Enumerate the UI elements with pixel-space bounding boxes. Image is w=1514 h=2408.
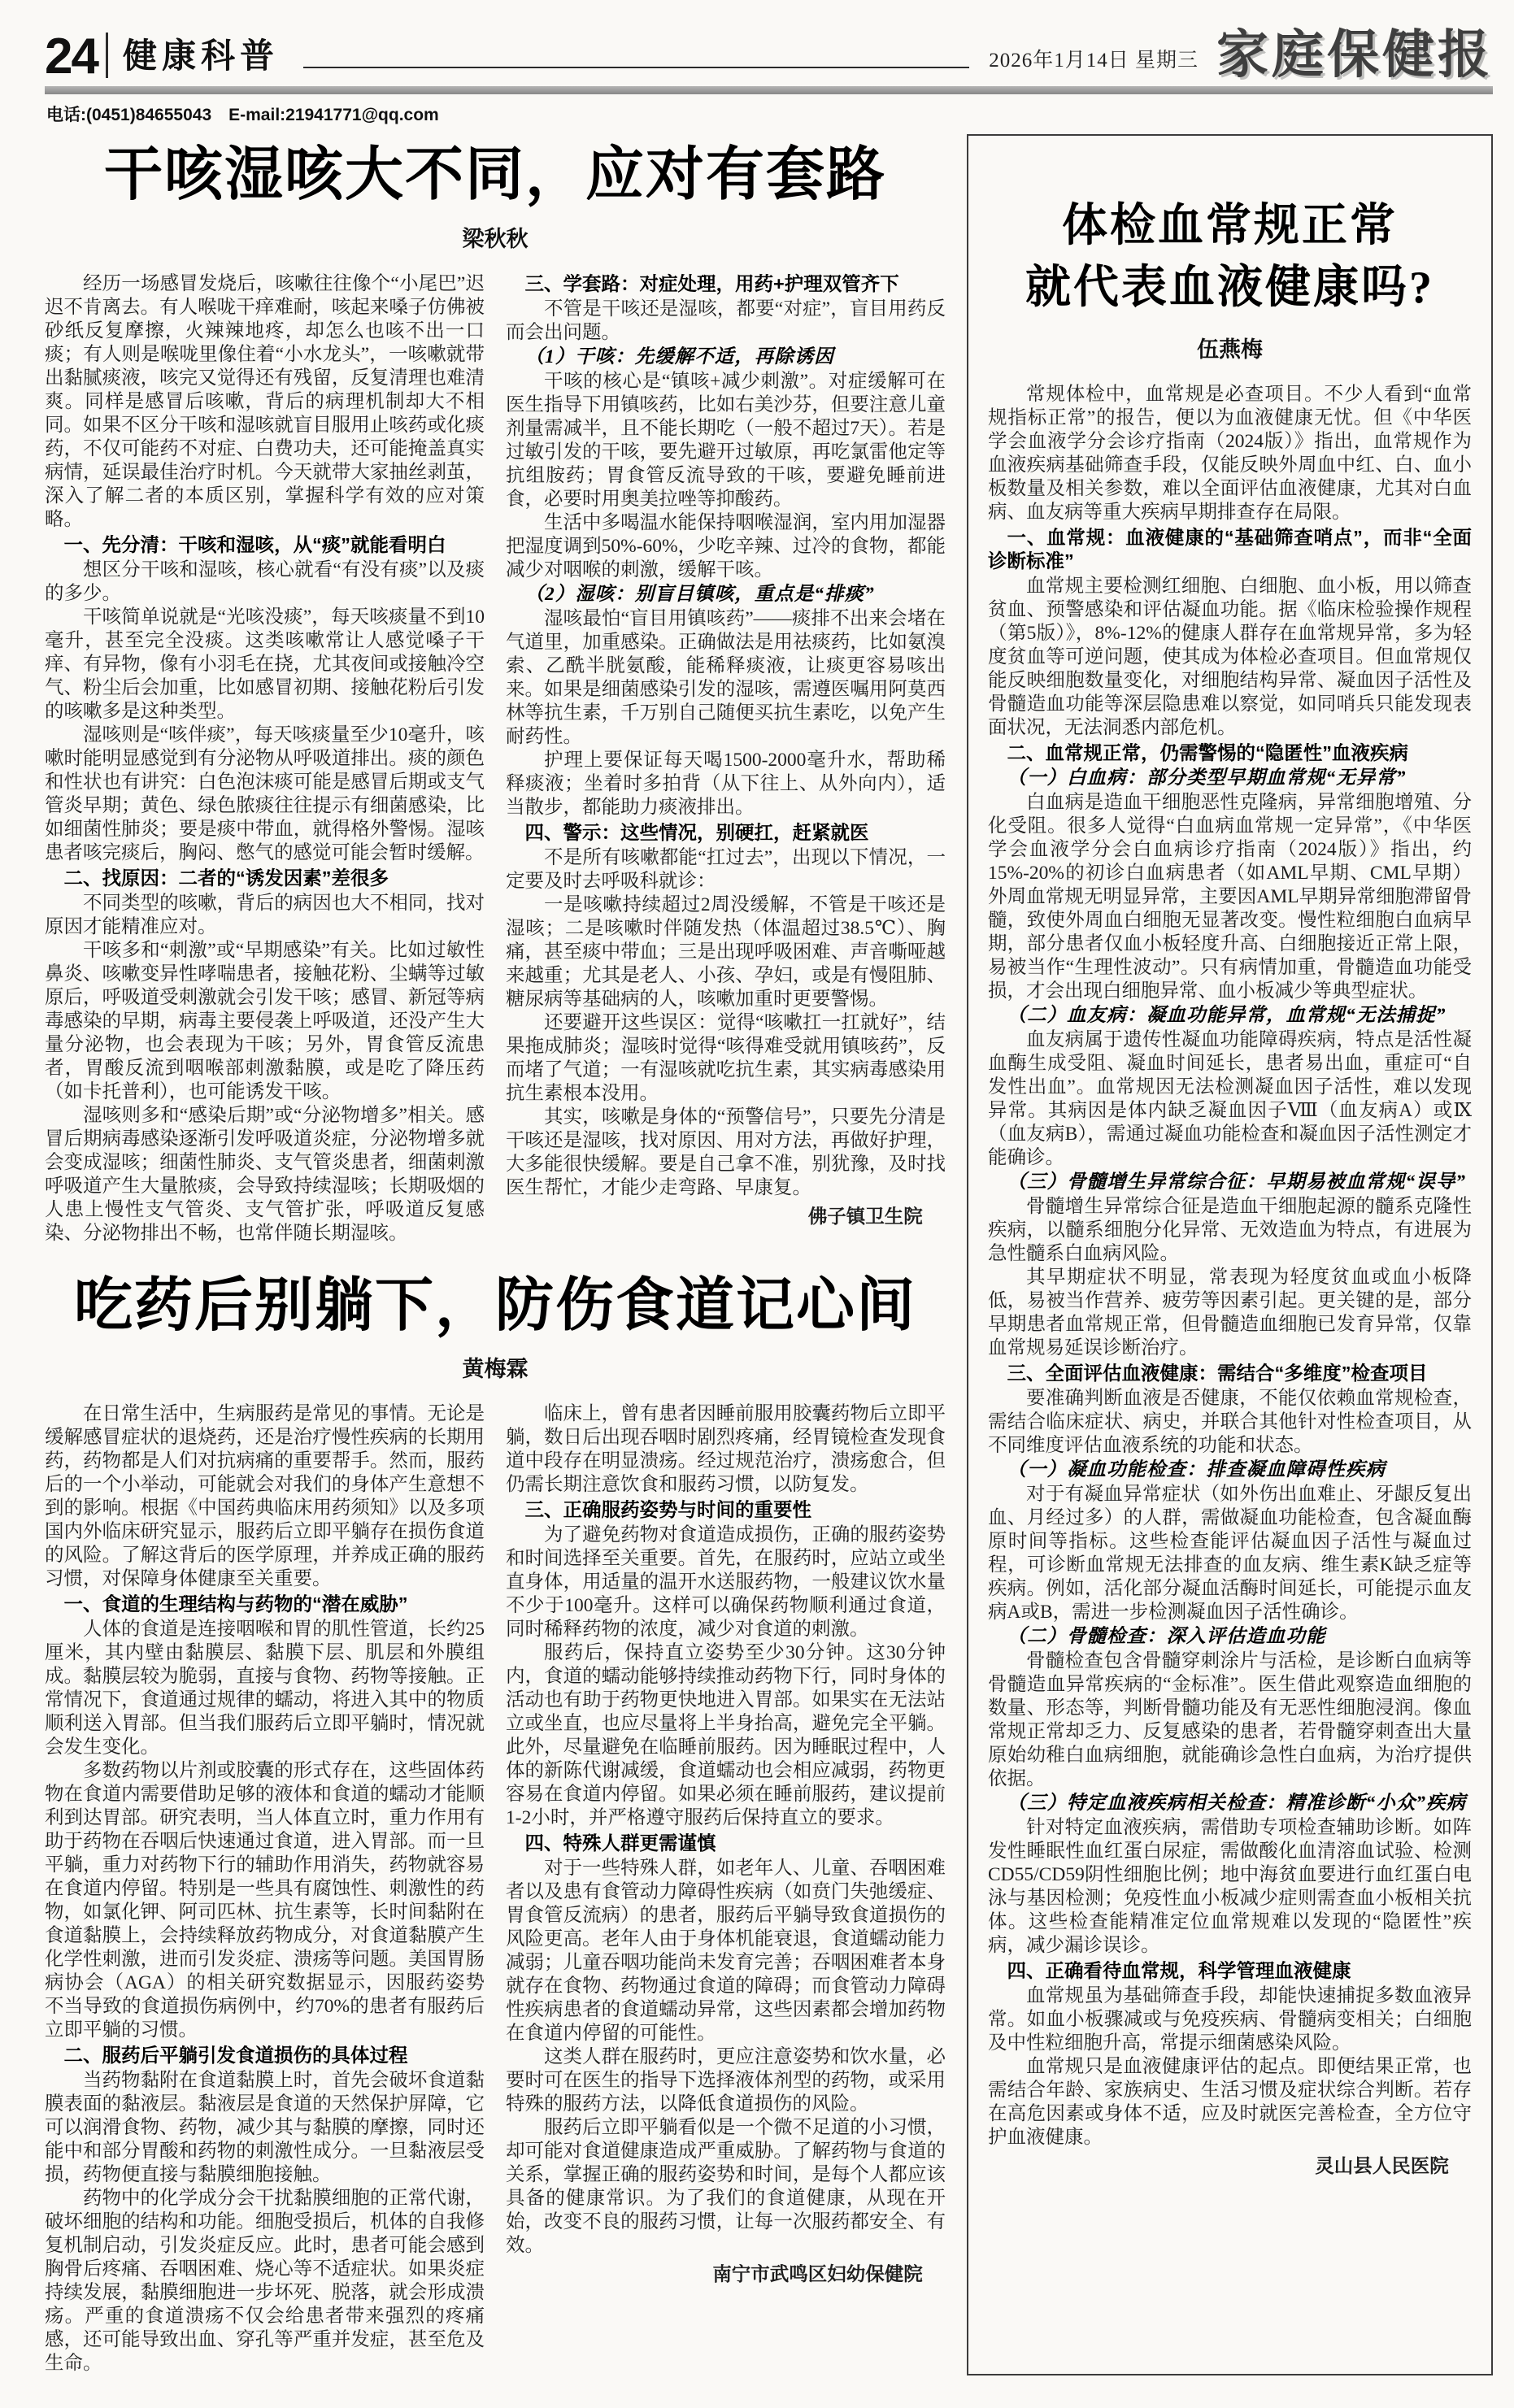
- paragraph: 药物中的化学成分会干扰黏膜细胞的正常代谢，破坏细胞的结构和功能。细胞受损后，机体的自我修复机制启动，引发炎症反应。此时，患者可能会感到胸骨后疼痛、吞咽困难、烧心等不适症状。如果炎症持续发展，黏膜细胞进一步坏死、脱落，就会形成溃疡。严重的食道溃疡不仅会给患者带来强烈的疼痛感，还可能导致出血、穿孔等严重并发症，甚至危及生命。: [45, 2188, 485, 2375]
- section-heading: 四、警示：这些情况，别硬扛，赶紧就医: [524, 821, 869, 843]
- sub-heading: （一）凝血功能检查：排查凝血障碍性疾病: [1007, 1459, 1386, 1481]
- article-body: [988, 383, 1472, 2178]
- article-signature: 灵山县人民医院: [1315, 2155, 1449, 2177]
- section-title: 健康科普: [122, 38, 279, 76]
- paragraph: 一是咳嗽持续超过2周没缓解，不管是干咳还是湿咳；二是咳嗽时伴随发热（体温超过38.5℃）、胸痛，甚至痰中带血；三是出现呼吸困难、声音嘶哑越来越重；尤其是老人、小孩、孕妇，或是有慢阻肺、糖尿病等基础病的人，咳嗽加重时更要警惕。: [506, 893, 946, 1010]
- masthead: 家庭保健报: [1216, 26, 1493, 84]
- divider-bar: [45, 86, 1493, 94]
- sub-heading: （1）干咳：先缓解不适，再除诱因: [524, 346, 834, 367]
- article-author: 伍燕梅: [1197, 337, 1263, 363]
- section-heading: 三、正确服药姿势与时间的重要性: [524, 1499, 811, 1521]
- article-author: 梁秋秋: [462, 226, 529, 251]
- section-heading: 二、血常规正常，仍需警惕的“隐匿性”血液疾病: [1007, 742, 1408, 764]
- section-heading: 三、全面评估血液健康：需结合“多维度”检查项目: [1007, 1363, 1428, 1384]
- paragraph: 白血病是造血干细胞恶性克隆病，异常细胞增殖、分化受阻。很多人觉得“白血病血常规一定异常”，《中华医学会血液学分会白血病诊疗指南（2024版）》指出，约15%-20%的初诊白血病患者（如AML早期、CML早期）外周血常规无明显异常，主要因AML早期异常细胞滞留骨髓，致使外周血白细胞无显著改变。慢性粒细胞白血病早期，部分患者仅血小板轻度升高、白细胞接近正常上限，易被当作“生理性波动”。只有病情加重，骨髓造血功能受损，才会出现白细胞异常、血小板减少等典型症状。: [988, 792, 1472, 1002]
- sub-heading: （三）骨髓增生异常综合征：早期易被血常规“误导”: [1007, 1171, 1466, 1193]
- paragraph: 骨髓检查包含骨髓穿刺涂片与活检，是诊断白血病等骨髓造血异常疾病的“金标准”。医生借此观察造血细胞的数量、形态等，判断骨髓功能及有无恶性细胞浸润。像血常规正常却乏力、反复感染的患者，若骨髓穿刺查出大量原始幼稚白血病细胞，就能确诊急性白血病，为治疗提供依据。: [988, 1650, 1472, 1790]
- paragraph: 干咳的核心是“镇咳+减少刺激”。对症缓解可在医生指导下用镇咳药，比如右美沙芬，但要注意儿童剂量需减半，且不能长期吃（一般不超过7天）。若是过敏引发的干咳，要先避开过敏原，再吃氯雷他定等抗组胺药；胃食管反流导致的干咳，要避免睡前进食，必要时用奥美拉唑等抑酸药。: [506, 370, 946, 510]
- paragraph: 其实，咳嗽是身体的“预警信号”，只要先分清是干咳还是湿咳，找对原因、用对方法，再做好护理，大多能很快缓解。要是自己拿不准，别犹豫，及时找医生帮忙，才能少走弯路、早康复。: [506, 1106, 946, 1198]
- paragraph: 湿咳则多和“感染后期”或“分泌物增多”相关。感冒后期病毒感染逐渐引发呼吸道炎症，分泌物增多就会变成湿咳；细菌性肺炎、支气管炎患者，细菌刺激呼吸道产生大量脓痰，会导致持续湿咳；长期吸烟的人患上慢性支气管炎、支气管扩张，呼吸道反复感染、分泌物排出不畅，也常伴随长期湿咳。: [45, 1104, 485, 1244]
- page-content: [45, 134, 1493, 2375]
- article-body: [45, 1402, 946, 2375]
- paragraph: 干咳多和“刺激”或“早期感染”有关。比如过敏性鼻炎、咳嗽变异性哮喘患者，接触花粉、尘螨等过敏原后，呼吸道受刺激就会引发干咳；感冒、新冠等病毒感染的早期，病毒主要侵袭上呼吸道，还没产生大量分泌物，也会表现为干咳；另外，胃食管反流患者，胃酸反流到咽喉部刺激黏膜，或是吃了降压药（如卡托普利），也可能诱发干咳。: [45, 939, 485, 1102]
- paragraph: 血常规主要检测红细胞、白细胞、血小板，用以筛查贫血、预警感染和评估凝血功能。据《临床检验操作规程（第5版）》，8%-12%的健康人群存在血常规异常，多为轻度贫血等可逆问题，使其成为体检必查项目。但血常规仅能反映细胞数量变化，对细胞结构异常、凝血因子活性及骨髓造血功能等深层隐患难以察觉，如同哨兵只能发现表面状况，无法洞悉内部危机。: [988, 576, 1472, 739]
- article-author: 黄梅霖: [462, 1357, 529, 1382]
- paragraph: 湿咳则是“咳伴痰”，每天咳痰量至少10毫升，咳嗽时能明显感觉到有分泌物从呼吸道排出。痰的颜色和性状也有讲究：白色泡沫痰可能是感冒后期或支气管炎早期；黄色、绿色脓痰往往提示有细菌感染，比如细菌性肺炎；要是痰中带血，就得格外警惕。湿咳患者咳完痰后，胸闷、憋气的感觉可能会暂时缓解。: [45, 724, 485, 863]
- section-heading: 一、食道的生理结构与药物的“潜在威胁”: [63, 1593, 408, 1615]
- paragraph: 湿咳最怕“盲目用镇咳药”——痰排不出来会堵在气道里，加重感染。正确做法是用祛痰药，比如氨溴索、乙酰半胱氨酸，能稀释痰液，让痰更容易咳出来。如果是细菌感染引发的湿咳，需遵医嘱用阿莫西林等抗生素，千万别自己随便买抗生素吃，以免产生耐药性。: [506, 607, 946, 747]
- paragraph: 护理上要保证每天喝1500-2000毫升水，帮助稀释痰液；坐着时多拍背（从下往上、从外向内），适当散步，都能助力痰液排出。: [506, 749, 946, 818]
- paragraph: 对于有凝血异常症状（如外伤出血难止、牙龈反复出血、月经过多）的人群，需做凝血功能检查，包含凝血酶原时间等指标。这些检查能评估凝血因子活性与凝血过程，可诊断血常规无法排查的血友病、维生素K缺乏症等疾病。例如，活化部分凝血活酶时间延长，可能提示血友病A或B，需进一步检测凝血因子活性确诊。: [988, 1484, 1472, 1623]
- paragraph: 常规体检中，血常规是必查项目。不少人看到“血常规指标正常”的报告，便以为血液健康无忧。但《中华医学会血液学分会诊疗指南（2024版）》指出，血常规作为血液疾病基础筛查手段，仅能反映外周血中红、白、血小板数量及相关参数，难以全面评估血液健康，尤其对白血病、血友病等重大疾病早期排查存在局限。: [988, 384, 1472, 524]
- paragraph: 在日常生活中，生病服药是常见的事情。无论是缓解感冒症状的退烧药，还是治疗慢性疾病的长期用药，药物都是人们对抗病痛的重要帮手。然而，服药后的一个小举动，可能就会对我们的身体产生意想不到的影响。根据《中国药典临床用药须知》以及多项国内外临床研究显示，服药后立即平躺存在损伤食道的风险。了解这背后的医学原理，并养成正确的服药习惯，对保障身体健康至关重要。: [45, 1403, 485, 1590]
- paragraph: 人体的食道是连接咽喉和胃的肌性管道，长约25厘米，其内壁由黏膜层、黏膜下层、肌层和外膜组成。黏膜层较为脆弱，直接与食物、药物等接触。正常情况下，食道通过规律的蠕动，将进入其中的物质顺利送入胃部。但当我们服药后立即平躺时，情况就会发生变化。: [45, 1619, 485, 1758]
- section-heading: 四、特殊人群更需谨慎: [524, 1832, 716, 1854]
- paragraph: 血常规虽为基础筛查手段，却能快速捕捉多数血液异常。如血小板骤减或与免疫疾病、骨髓病变相关；白细胞及中性粒细胞升高，常提示细菌感染风险。: [988, 1985, 1472, 2054]
- article-title-line1: 体检血常规正常: [1062, 201, 1398, 251]
- article-body: [45, 272, 946, 1245]
- paragraph: 服药后立即平躺看似是一个微不足道的小习惯，却可能对食道健康造成严重威胁。了解药物与食道的关系，掌握正确的服药姿势和时间，是每个人都应该具备的健康常识。为了我们的食道健康，从现在开始，改变不良的服药习惯，让每一次服药都安全、有效。: [506, 2117, 946, 2257]
- paragraph: 还要避开这些误区：觉得“咳嗽扛一扛就好”，结果拖成肺炎；湿咳时觉得“咳得难受就用镇咳药”，反而堵了气道；一有湿咳就吃抗生素，其实病毒感染用抗生素根本没用。: [506, 1011, 946, 1104]
- article-signature: 南宁市武鸣区妇幼保健院: [712, 2263, 923, 2285]
- paragraph: 其早期症状不明显，常表现为轻度贫血或血小板降低，易被当作营养、疲劳等因素引起。更关键的是，部分早期患者血常规正常，但骨髓造血细胞已发育异常，仅靠血常规易延误诊断治疗。: [988, 1267, 1472, 1359]
- contact-line: 电话:(0451)84655043 E-mail:21941771@qq.com: [46, 106, 439, 124]
- paragraph: 这类人群在服药时，更应注意姿势和饮水量，必要时可在医生的指导下选择液体剂型的药物，或采用特殊的服药方法，以降低食道损伤的风险。: [506, 2046, 946, 2115]
- header-divider: [106, 33, 108, 78]
- paragraph: 临床上，曾有患者因睡前服用胶囊药物后立即平躺，数日后出现吞咽时剧烈疼痛，经胃镜检查发现食道中段存在明显溃疡。经过规范治疗，溃疡愈合，但仍需长期注意饮食和服药习惯，以防复发。: [506, 1403, 946, 1496]
- header-rule: [303, 67, 969, 68]
- section-heading: 一、血常规：血液健康的“基础筛查哨点”，而非“全面诊断标准”: [988, 527, 1472, 572]
- paragraph: 为了避免药物对食道造成损伤，正确的服药姿势和时间选择至关重要。首先，在服药时，应站立或坐直身体，用适量的温开水送服药物，一般建议饮水量不少于100毫升。这样可以确保药物顺利通过食道，同时稀释药物的浓度，减少对食道的刺激。: [506, 1524, 946, 1641]
- section-heading: 四、正确看待血常规，科学管理血液健康: [1007, 1960, 1351, 1982]
- paragraph: 服药后，保持直立姿势至少30分钟。这30分钟内，食道的蠕动能够持续推动药物下行，同时身体的活动也有助于药物更快地进入胃部。如果实在无法站立或坐直，也应尽量将上半身抬高，避免完全平躺。此外，尽量避免在临睡前服药。因为睡眠过程中，人体的新陈代谢减缓，食道蠕动也会相应减弱，药物更容易在食道内停留。如果必须在睡前服药，建议提前1-2小时，并严格遵守服药后保持直立的要求。: [506, 1642, 946, 1829]
- paragraph: 干咳简单说就是“光咳没痰”，每天咳痰量不到10毫升，甚至完全没痰。这类咳嗽常让人感觉嗓子干痒、有异物，像有小羽毛在挠，尤其夜间或接触冷空气、粉尘后会加重，比如感冒初期、接触花粉后引发的咳嗽多是这种类型。: [45, 606, 485, 722]
- section-heading: 三、学套路：对症处理，用药+护理双管齐下: [524, 272, 899, 294]
- sub-heading: （二）血友病：凝血功能异常，血常规“无法捕捉”: [1007, 1005, 1447, 1027]
- paragraph: 当药物黏附在食道黏膜上时，首先会破坏食道黏膜表面的黏液层。黏液层是食道的天然保护屏障，它可以润滑食物、药物，减少其与黏膜的摩擦，同时还能中和部分胃酸和药物的刺激性成分。一旦黏液层受损，药物便直接与黏膜细胞接触。: [45, 2070, 485, 2186]
- section-heading: 二、服药后平躺引发食道损伤的具体过程: [63, 2045, 408, 2067]
- paragraph: 多数药物以片剂或胶囊的形式存在，这些固体药物在食道内需要借助足够的液体和食道的蠕动才能顺利到达胃部。研究表明，当人体直立时，重力作用有助于药物在吞咽后快速通过食道，进入胃部。而一旦平躺，重力对药物下行的辅助作用消失，药物就容易在食道内停留。特别是一些具有腐蚀性、刺激性的药物，如氯化钾、阿司匹林、抗生素等，长时间黏附在食道黏膜上，会持续释放药物成分，对食道黏膜产生化学性刺激，进而引发炎症、溃疡等问题。美国胃肠病协会（AGA）的相关研究数据显示，因服药姿势不当导致的食道损伤病例中，约70%的患者有服药后立即平躺的习惯。: [45, 1760, 485, 2041]
- article-signature: 佛子镇卫生院: [807, 1205, 923, 1227]
- left-column: [45, 134, 946, 2375]
- article-dry-wet-cough: [45, 142, 946, 1245]
- sub-heading: （2）湿咳：别盲目镇咳，重点是“排痰”: [524, 583, 875, 605]
- page-header: [45, 11, 1493, 85]
- sub-heading: （三）特定血液疾病相关检查：精准诊断“小众”疾病: [1007, 1793, 1466, 1815]
- paragraph: 骨髓增生异常综合征是造血干细胞起源的髓系克隆性疾病，以髓系细胞分化异常、无效造血为特点，有进展为急性髓系白血病风险。: [988, 1196, 1472, 1265]
- section-heading: 二、找原因：二者的“诱发因素”差很多: [63, 867, 389, 889]
- paragraph: 血友病属于遗传性凝血功能障碍疾病，特点是活性凝血酶生成受阻、凝血时间延长，患者易出血，重症可“自发性出血”。血常规因无法检测凝血因子活性，难以发现异常。其病因是体内缺乏凝血因子Ⅷ（血友病A）或Ⅸ（血友病B），需通过凝血功能检查和凝血因子活性测定才能确诊。: [988, 1029, 1472, 1169]
- paragraph: 不管是干咳还是湿咳，都要“对症”，盲目用药反而会出问题。: [506, 298, 946, 343]
- paragraph: 不是所有咳嗽都能“扛过去”，出现以下情况，一定要及时去呼吸科就诊：: [506, 846, 946, 892]
- paragraph: 针对特定血液疾病，需借助专项检查辅助诊断。如阵发性睡眠性血红蛋白尿症，需做酸化血清溶血试验、检测CD55/CD59阴性细胞比例；地中海贫血要进行血红蛋白电泳与基因检测；免疫性血小板减少症则需查血小板相关抗体。这些检查能精准定位血常规难以发现的“隐匿性”疾病，减少漏诊误诊。: [988, 1817, 1472, 1957]
- paragraph: 要准确判断血液是否健康，不能仅依赖血常规检查，需结合临床症状、病史，并联合其他针对性检查项目，从不同维度评估血液系统的功能和状态。: [988, 1388, 1472, 1457]
- sub-heading: （一）白血病：部分类型早期血常规“无异常”: [1007, 767, 1407, 789]
- paragraph: 不同类型的咳嗽，背后的病因也大不相同，找对原因才能精准应对。: [45, 892, 485, 937]
- article-blood-test-box: [967, 134, 1493, 2375]
- article-medication-posture: [45, 1273, 946, 2376]
- paragraph: 对于一些特殊人群，如老年人、儿童、吞咽困难者以及患有食管动力障碍性疾病（如贲门失弛缓症、胃食管反流病）的患者，服药后平躺导致食道损伤的风险更高。老年人由于身体机能衰退，食道蠕动能力减弱；儿童吞咽功能尚未发育完善；吞咽困难者本身就存在食物、药物通过食道的障碍；而食管动力障碍性疾病患者的食道蠕动异常，这些因素都会增加药物在食道内停留的可能性。: [506, 1858, 946, 2045]
- article-title-line2: 就代表血液健康吗?: [1025, 262, 1434, 313]
- article-title: 干咳湿咳大不同，应对有套路: [103, 142, 886, 207]
- paragraph: 经历一场感冒发烧后，咳嗽往往像个“小尾巴”迟迟不肯离去。有人喉咙干痒难耐，咳起来嗓子仿佛被砂纸反复摩擦，火辣辣地疼，却怎么也咳不出一口痰；有人则是喉咙里像住着“小水龙头”，一咳嗽就带出黏腻痰液，咳完又觉得还有残留，反复清理也难清爽。同样是感冒后咳嗽，背后的病理机制却大不相同。如果不区分干咳和湿咳就盲目服用止咳药或化痰药，不仅可能药不对症、白费功夫，还可能掩盖真实病情，延误最佳治疗时机。今天就带大家抽丝剥茧，深入了解二者的本质区别，掌握科学有效的应对策略。: [45, 272, 485, 530]
- issue-date: 2026年1月14日 星期三: [989, 50, 1199, 72]
- article-title: [988, 196, 1472, 319]
- page-number: 24: [45, 28, 98, 85]
- paragraph: 想区分干咳和湿咳，核心就看“有没有痰”以及痰的多少。: [45, 559, 485, 604]
- paragraph: 血常规只是血液健康评估的起点。即便结果正常，也需结合年龄、家族病史、生活习惯及症状综合判断。若存在高危因素或身体不适，应及时就医完善检查，全方位守护血液健康。: [988, 2056, 1472, 2149]
- paragraph: 生活中多喝温水能保持咽喉湿润，室内用加湿器把湿度调到50%-60%，少吃辛辣、过冷的食物，都能减少对咽喉的刺激，缓解干咳。: [506, 511, 946, 580]
- sub-heading: （二）骨髓检查：深入评估造血功能: [1007, 1626, 1326, 1648]
- article-title: 吃药后别躺下，防伤食道记心间: [73, 1272, 916, 1338]
- section-heading: 一、先分清：干咳和湿咳，从“痰”就能看明白: [63, 533, 446, 555]
